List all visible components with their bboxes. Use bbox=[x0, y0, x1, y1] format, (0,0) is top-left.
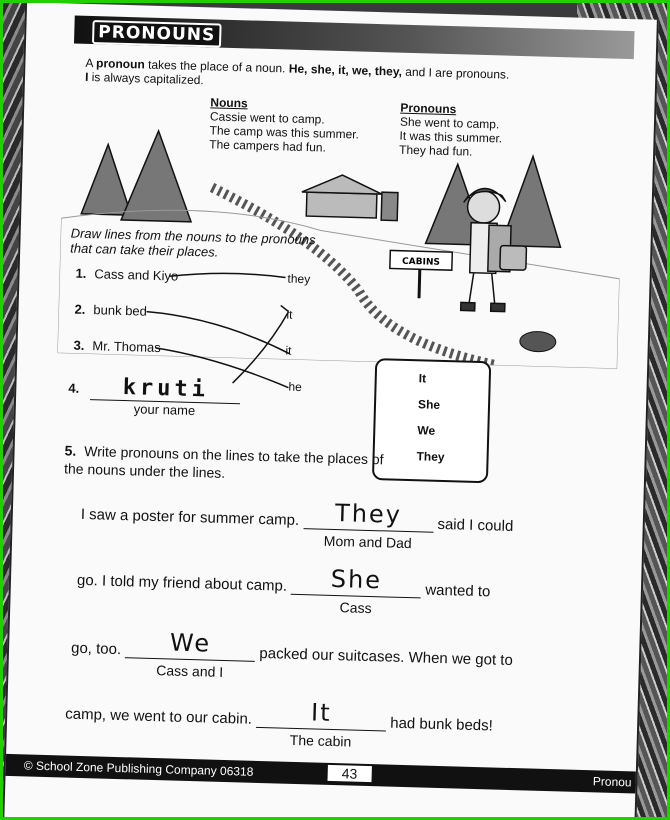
answer-text: It bbox=[310, 698, 332, 727]
pronouns-header: Pronouns bbox=[400, 100, 457, 117]
cabins-sign-label: CABINS bbox=[401, 256, 441, 268]
matching-instruction: Draw lines from the nouns to the pronouns that can take their places. bbox=[70, 225, 316, 260]
pronoun-example: She went to camp. bbox=[399, 114, 500, 132]
item-number: 5. bbox=[64, 442, 77, 459]
sentence-row bbox=[80, 496, 514, 552]
item-number: 1. bbox=[75, 265, 87, 281]
page-number: 43 bbox=[327, 765, 371, 782]
word-box bbox=[372, 358, 491, 483]
title-bar bbox=[74, 16, 635, 60]
answer-blank[interactable] bbox=[256, 698, 387, 750]
word-box-item: We bbox=[417, 423, 436, 438]
answer-text: We bbox=[169, 628, 212, 658]
footer-section-label: Pronou bbox=[592, 774, 632, 790]
sentence-after: said I could bbox=[437, 515, 514, 535]
item-number: 3. bbox=[73, 337, 85, 353]
word-box-item: It bbox=[418, 371, 427, 386]
name-caption: your name bbox=[133, 401, 196, 419]
item-noun: Mr. Thomas bbox=[92, 338, 161, 356]
noun-example: Cassie went to camp. bbox=[209, 109, 325, 127]
name-answer[interactable]: kruti bbox=[91, 374, 242, 404]
item-number: 2. bbox=[74, 301, 86, 317]
pronoun-target: they bbox=[287, 271, 311, 287]
sentence-before: camp, we went to our cabin. bbox=[65, 705, 253, 728]
item-noun: bunk bed bbox=[93, 302, 148, 319]
item-number: 4. bbox=[68, 380, 80, 396]
worksheet-page bbox=[1, 2, 659, 820]
pronoun-target: it bbox=[286, 307, 293, 322]
intro-text-1: A bbox=[85, 55, 97, 71]
sentence-row bbox=[65, 696, 494, 750]
sentence-before: I saw a poster for summer camp. bbox=[80, 505, 300, 529]
matching-item bbox=[74, 302, 147, 319]
sentence-before: go, too. bbox=[70, 639, 122, 659]
sentence-after: wanted to bbox=[425, 581, 491, 601]
cabin-icon bbox=[301, 174, 398, 221]
intro-text-2: takes the place of a noun. bbox=[144, 57, 290, 76]
sentence-before: go. I told my friend about camp. bbox=[76, 571, 288, 595]
item-noun: Cass and Kiyo bbox=[94, 266, 179, 284]
matching-item bbox=[75, 266, 178, 284]
page-footer bbox=[6, 754, 636, 794]
pronoun-target: he bbox=[288, 379, 303, 395]
answer-text: She bbox=[330, 564, 383, 595]
word-box-item: They bbox=[416, 449, 445, 465]
exercise5-heading bbox=[64, 441, 385, 486]
under-label: Cass bbox=[339, 599, 372, 617]
sentence-row bbox=[70, 628, 514, 680]
noun-example: The camp was this summer. bbox=[209, 123, 360, 142]
copyright-text: © School Zone Publishing Company 06318 bbox=[23, 758, 254, 779]
matching-item-name bbox=[68, 374, 241, 405]
exercise5-instruction: Write pronouns on the lines to take the places of the nouns under the lines. bbox=[63, 442, 384, 481]
word-box-item: She bbox=[417, 397, 441, 412]
pronoun-target: it bbox=[285, 343, 292, 358]
page-title: PRONOUNS bbox=[92, 20, 222, 48]
intro-text bbox=[85, 56, 606, 99]
answer-blank[interactable] bbox=[303, 499, 434, 552]
answer-text: They bbox=[334, 499, 403, 529]
answer-blank[interactable] bbox=[291, 564, 422, 617]
matching-item bbox=[73, 338, 161, 355]
under-label: The cabin bbox=[289, 731, 352, 750]
sentence-after: packed our suitcases. When we got to bbox=[259, 644, 514, 670]
pronoun-example: They had fun. bbox=[398, 142, 473, 159]
under-label: Mom and Dad bbox=[323, 532, 412, 552]
intro-i: I bbox=[84, 69, 89, 84]
sentence-after: had bunk beds! bbox=[390, 714, 494, 735]
bush-icon bbox=[520, 331, 557, 352]
intro-keyword: pronoun bbox=[95, 56, 145, 72]
pronoun-example: It was this summer. bbox=[399, 128, 503, 146]
under-label: Cass and I bbox=[156, 662, 224, 680]
intro-text-3: and I are pronouns. bbox=[401, 64, 510, 82]
intro-text-4: is always capitalized. bbox=[88, 69, 204, 88]
intro-pronoun-list: He, she, it, we, they, bbox=[288, 61, 403, 79]
noun-example: The campers had fun. bbox=[209, 137, 327, 155]
sentence-row bbox=[76, 562, 491, 617]
answer-blank[interactable] bbox=[125, 628, 256, 680]
nouns-header: Nouns bbox=[210, 95, 248, 111]
